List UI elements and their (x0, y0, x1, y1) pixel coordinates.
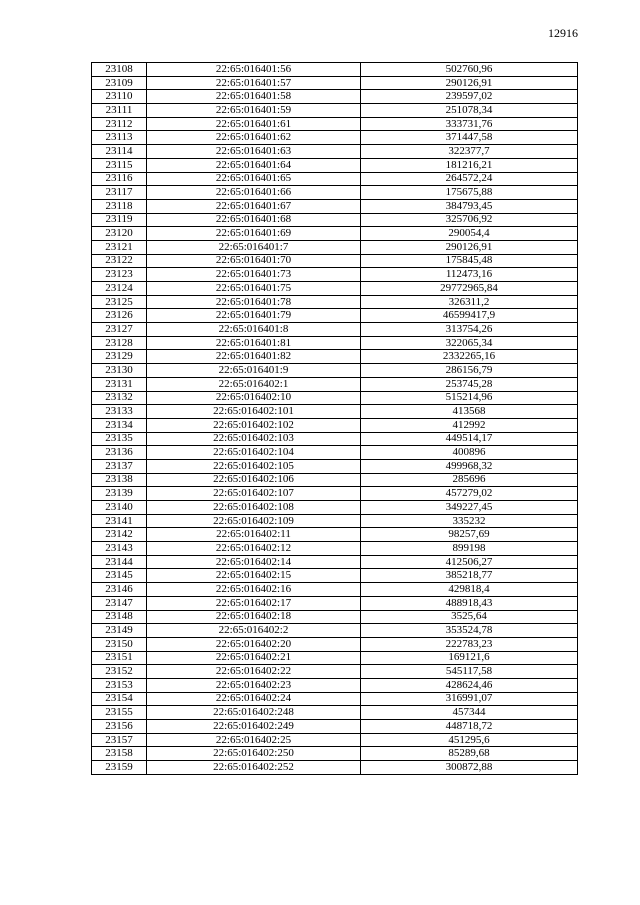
row-number-cell: 23146 (92, 583, 147, 597)
table-row (92, 309, 578, 323)
value-cell: 300872,88 (361, 761, 578, 775)
table-row (92, 569, 578, 583)
value-cell: 253745,28 (361, 377, 578, 391)
table-row (92, 213, 578, 227)
table-row (92, 487, 578, 501)
row-number-cell: 23111 (92, 104, 147, 118)
row-number-cell: 23134 (92, 418, 147, 432)
row-number-cell: 23123 (92, 268, 147, 282)
value-cell: 349227,45 (361, 501, 578, 515)
cadastral-number-cell: 22:65:016401:67 (147, 199, 361, 213)
cadastral-number-cell: 22:65:016401:59 (147, 104, 361, 118)
value-cell: 412506,27 (361, 555, 578, 569)
cadastral-number-cell: 22:65:016401:58 (147, 90, 361, 104)
table-row (92, 199, 578, 213)
value-cell: 545117,58 (361, 665, 578, 679)
table-row (92, 733, 578, 747)
table-row (92, 610, 578, 624)
row-number-cell: 23121 (92, 240, 147, 254)
row-number-cell: 23117 (92, 186, 147, 200)
cadastral-number-cell: 22:65:016402:109 (147, 514, 361, 528)
value-cell: 515214,96 (361, 391, 578, 405)
table-row (92, 418, 578, 432)
cadastral-number-cell: 22:65:016401:56 (147, 63, 361, 77)
cadastral-number-cell: 22:65:016402:11 (147, 528, 361, 542)
row-number-cell: 23114 (92, 145, 147, 159)
table-row (92, 145, 578, 159)
value-cell: 335232 (361, 514, 578, 528)
cadastral-number-cell: 22:65:016402:2 (147, 624, 361, 638)
table-row (92, 76, 578, 90)
cadastral-number-cell: 22:65:016401:65 (147, 172, 361, 186)
row-number-cell: 23155 (92, 706, 147, 720)
value-cell: 169121,6 (361, 651, 578, 665)
row-number-cell: 23143 (92, 542, 147, 556)
table-row (92, 227, 578, 241)
cadastral-number-cell: 22:65:016402:21 (147, 651, 361, 665)
table-row (92, 63, 578, 77)
value-cell: 322377,7 (361, 145, 578, 159)
value-cell: 222783,23 (361, 637, 578, 651)
cadastral-number-cell: 22:65:016402:248 (147, 706, 361, 720)
registry-table (91, 62, 578, 775)
row-number-cell: 23132 (92, 391, 147, 405)
value-cell: 290054,4 (361, 227, 578, 241)
cadastral-number-cell: 22:65:016402:103 (147, 432, 361, 446)
cadastral-number-cell: 22:65:016401:64 (147, 158, 361, 172)
table-row (92, 596, 578, 610)
table-row (92, 528, 578, 542)
value-cell: 371447,58 (361, 131, 578, 145)
table-row (92, 254, 578, 268)
value-cell: 385218,77 (361, 569, 578, 583)
row-number-cell: 23124 (92, 282, 147, 296)
table-row (92, 158, 578, 172)
cadastral-number-cell: 22:65:016402:1 (147, 377, 361, 391)
table-row (92, 678, 578, 692)
row-number-cell: 23127 (92, 323, 147, 337)
value-cell: 499968,32 (361, 459, 578, 473)
table-row (92, 405, 578, 419)
value-cell: 29772965,84 (361, 282, 578, 296)
value-cell: 412992 (361, 418, 578, 432)
row-number-cell: 23125 (92, 295, 147, 309)
row-number-cell: 23126 (92, 309, 147, 323)
cadastral-number-cell: 22:65:016402:20 (147, 637, 361, 651)
row-number-cell: 23109 (92, 76, 147, 90)
row-number-cell: 23119 (92, 213, 147, 227)
table-row (92, 377, 578, 391)
table-row (92, 432, 578, 446)
row-number-cell: 23139 (92, 487, 147, 501)
value-cell: 316991,07 (361, 692, 578, 706)
registry-table-body (92, 63, 578, 775)
value-cell: 2332265,16 (361, 350, 578, 364)
row-number-cell: 23115 (92, 158, 147, 172)
page-number: 12916 (548, 26, 578, 40)
cadastral-number-cell: 22:65:016402:22 (147, 665, 361, 679)
value-cell: 322065,34 (361, 336, 578, 350)
row-number-cell: 23142 (92, 528, 147, 542)
cadastral-number-cell: 22:65:016401:78 (147, 295, 361, 309)
cadastral-number-cell: 22:65:016402:25 (147, 733, 361, 747)
value-cell: 285696 (361, 473, 578, 487)
table-row (92, 323, 578, 337)
cadastral-number-cell: 22:65:016401:7 (147, 240, 361, 254)
value-cell: 251078,34 (361, 104, 578, 118)
row-number-cell: 23156 (92, 720, 147, 734)
table-row (92, 501, 578, 515)
value-cell: 448718,72 (361, 720, 578, 734)
row-number-cell: 23131 (92, 377, 147, 391)
row-number-cell: 23153 (92, 678, 147, 692)
value-cell: 428624,46 (361, 678, 578, 692)
cadastral-number-cell: 22:65:016402:102 (147, 418, 361, 432)
cadastral-number-cell: 22:65:016402:249 (147, 720, 361, 734)
row-number-cell: 23148 (92, 610, 147, 624)
value-cell: 333731,76 (361, 117, 578, 131)
row-number-cell: 23158 (92, 747, 147, 761)
row-number-cell: 23145 (92, 569, 147, 583)
row-number-cell: 23144 (92, 555, 147, 569)
table-row (92, 706, 578, 720)
row-number-cell: 23133 (92, 405, 147, 419)
cadastral-number-cell: 22:65:016402:17 (147, 596, 361, 610)
cadastral-number-cell: 22:65:016401:70 (147, 254, 361, 268)
table-row (92, 665, 578, 679)
value-cell: 175675,88 (361, 186, 578, 200)
cadastral-number-cell: 22:65:016402:108 (147, 501, 361, 515)
value-cell: 353524,78 (361, 624, 578, 638)
table-row (92, 542, 578, 556)
table-row (92, 555, 578, 569)
cadastral-number-cell: 22:65:016401:68 (147, 213, 361, 227)
row-number-cell: 23141 (92, 514, 147, 528)
cadastral-number-cell: 22:65:016402:107 (147, 487, 361, 501)
row-number-cell: 23113 (92, 131, 147, 145)
cadastral-number-cell: 22:65:016402:16 (147, 583, 361, 597)
table-row (92, 514, 578, 528)
row-number-cell: 23152 (92, 665, 147, 679)
cadastral-number-cell: 22:65:016401:79 (147, 309, 361, 323)
cadastral-number-cell: 22:65:016401:73 (147, 268, 361, 282)
cadastral-number-cell: 22:65:016402:106 (147, 473, 361, 487)
table-row (92, 117, 578, 131)
value-cell: 457344 (361, 706, 578, 720)
value-cell: 400896 (361, 446, 578, 460)
table-row (92, 761, 578, 775)
table-row (92, 90, 578, 104)
table-row (92, 692, 578, 706)
value-cell: 488918,43 (361, 596, 578, 610)
row-number-cell: 23150 (92, 637, 147, 651)
value-cell: 264572,24 (361, 172, 578, 186)
row-number-cell: 23157 (92, 733, 147, 747)
row-number-cell: 23136 (92, 446, 147, 460)
table-row (92, 350, 578, 364)
cadastral-number-cell: 22:65:016402:10 (147, 391, 361, 405)
value-cell: 181216,21 (361, 158, 578, 172)
cadastral-number-cell: 22:65:016402:12 (147, 542, 361, 556)
row-number-cell: 23122 (92, 254, 147, 268)
value-cell: 325706,92 (361, 213, 578, 227)
row-number-cell: 23128 (92, 336, 147, 350)
cadastral-number-cell: 22:65:016402:104 (147, 446, 361, 460)
row-number-cell: 23149 (92, 624, 147, 638)
value-cell: 899198 (361, 542, 578, 556)
cadastral-number-cell: 22:65:016401:8 (147, 323, 361, 337)
row-number-cell: 23140 (92, 501, 147, 515)
cadastral-number-cell: 22:65:016401:61 (147, 117, 361, 131)
cadastral-number-cell: 22:65:016401:66 (147, 186, 361, 200)
row-number-cell: 23159 (92, 761, 147, 775)
cadastral-number-cell: 22:65:016402:15 (147, 569, 361, 583)
row-number-cell: 23151 (92, 651, 147, 665)
value-cell: 239597,02 (361, 90, 578, 104)
cadastral-number-cell: 22:65:016402:23 (147, 678, 361, 692)
cadastral-number-cell: 22:65:016402:105 (147, 459, 361, 473)
row-number-cell: 23154 (92, 692, 147, 706)
row-number-cell: 23118 (92, 199, 147, 213)
cadastral-number-cell: 22:65:016401:81 (147, 336, 361, 350)
row-number-cell: 23137 (92, 459, 147, 473)
row-number-cell: 23116 (92, 172, 147, 186)
table-row (92, 637, 578, 651)
table-row (92, 364, 578, 378)
value-cell: 457279,02 (361, 487, 578, 501)
table-row (92, 295, 578, 309)
value-cell: 413568 (361, 405, 578, 419)
cadastral-number-cell: 22:65:016401:57 (147, 76, 361, 90)
table-row (92, 268, 578, 282)
cadastral-number-cell: 22:65:016402:252 (147, 761, 361, 775)
table-row (92, 651, 578, 665)
value-cell: 384793,45 (361, 199, 578, 213)
cadastral-number-cell: 22:65:016402:14 (147, 555, 361, 569)
row-number-cell: 23138 (92, 473, 147, 487)
value-cell: 451295,6 (361, 733, 578, 747)
cadastral-number-cell: 22:65:016402:18 (147, 610, 361, 624)
row-number-cell: 23112 (92, 117, 147, 131)
cadastral-number-cell: 22:65:016402:24 (147, 692, 361, 706)
value-cell: 98257,69 (361, 528, 578, 542)
value-cell: 313754,26 (361, 323, 578, 337)
cadastral-number-cell: 22:65:016401:82 (147, 350, 361, 364)
cadastral-number-cell: 22:65:016402:101 (147, 405, 361, 419)
cadastral-number-cell: 22:65:016401:63 (147, 145, 361, 159)
cadastral-number-cell: 22:65:016401:9 (147, 364, 361, 378)
table-row (92, 624, 578, 638)
row-number-cell: 23108 (92, 63, 147, 77)
value-cell: 46599417,9 (361, 309, 578, 323)
table-row (92, 131, 578, 145)
row-number-cell: 23110 (92, 90, 147, 104)
value-cell: 502760,96 (361, 63, 578, 77)
cadastral-number-cell: 22:65:016402:250 (147, 747, 361, 761)
value-cell: 3525,64 (361, 610, 578, 624)
cadastral-number-cell: 22:65:016401:62 (147, 131, 361, 145)
table-row (92, 104, 578, 118)
value-cell: 429818,4 (361, 583, 578, 597)
row-number-cell: 23129 (92, 350, 147, 364)
value-cell: 449514,17 (361, 432, 578, 446)
value-cell: 290126,91 (361, 76, 578, 90)
value-cell: 286156,79 (361, 364, 578, 378)
cadastral-number-cell: 22:65:016401:75 (147, 282, 361, 296)
row-number-cell: 23120 (92, 227, 147, 241)
table-row (92, 282, 578, 296)
table-row (92, 336, 578, 350)
value-cell: 175845,48 (361, 254, 578, 268)
table-row (92, 240, 578, 254)
table-row (92, 186, 578, 200)
value-cell: 290126,91 (361, 240, 578, 254)
value-cell: 326311,2 (361, 295, 578, 309)
row-number-cell: 23135 (92, 432, 147, 446)
table-row (92, 459, 578, 473)
table-row (92, 583, 578, 597)
value-cell: 85289,68 (361, 747, 578, 761)
row-number-cell: 23147 (92, 596, 147, 610)
cadastral-number-cell: 22:65:016401:69 (147, 227, 361, 241)
table-row (92, 720, 578, 734)
table-row (92, 172, 578, 186)
value-cell: 112473,16 (361, 268, 578, 282)
table-row (92, 446, 578, 460)
row-number-cell: 23130 (92, 364, 147, 378)
table-row (92, 473, 578, 487)
table-row (92, 391, 578, 405)
table-row (92, 747, 578, 761)
